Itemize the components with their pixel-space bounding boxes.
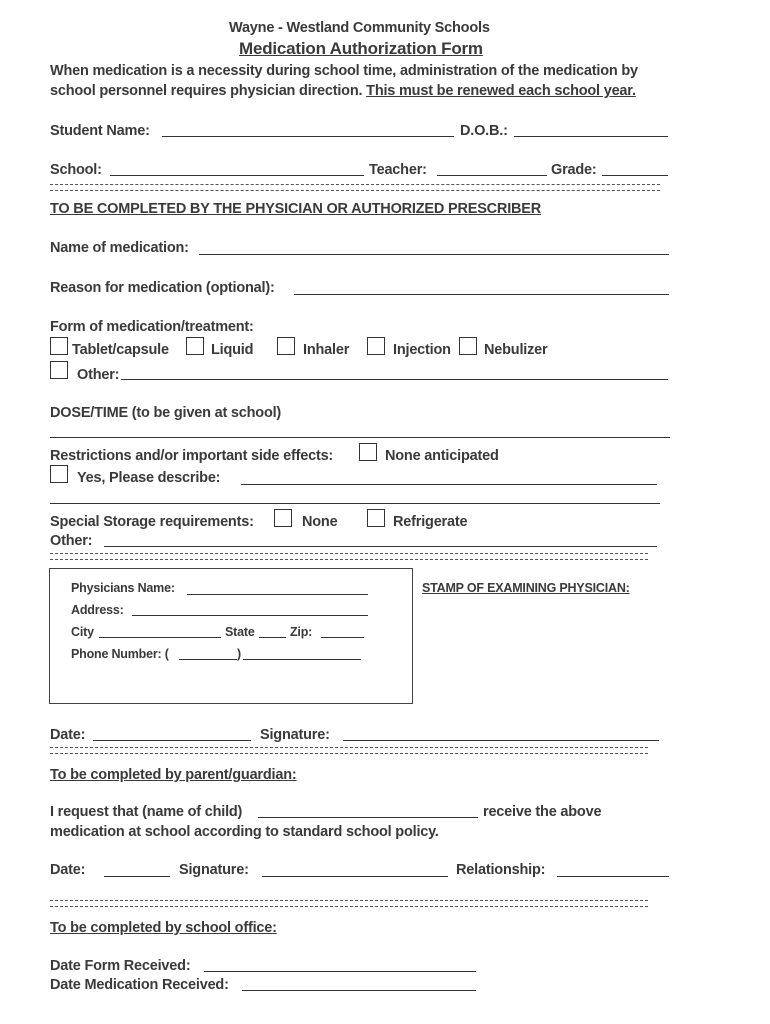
storage-other-field[interactable]: [104, 546, 657, 547]
form-title: Medication Authorization Form: [239, 39, 483, 58]
yes-describe-label: Yes, Please describe:: [77, 470, 221, 486]
dob-field[interactable]: [514, 136, 668, 137]
request-end-label: receive the above: [483, 804, 602, 820]
medication-name-field[interactable]: [199, 254, 669, 255]
other-form-checkbox[interactable]: [50, 361, 68, 379]
form-received-field[interactable]: [204, 971, 476, 972]
reason-label: Reason for medication (optional):: [50, 280, 275, 296]
none-anticipated-checkbox[interactable]: [359, 443, 377, 461]
grade-field[interactable]: [602, 175, 668, 176]
school-field[interactable]: [110, 175, 364, 176]
phone-close-paren: ): [237, 647, 241, 661]
parent-date-field[interactable]: [104, 876, 170, 877]
inhaler-label: Inhaler: [303, 342, 350, 358]
storage-label: Special Storage requirements:: [50, 514, 254, 530]
physician-section-heading: TO BE COMPLETED BY THE PHYSICIAN OR AUTHORIZED PRESCRIBER: [50, 201, 542, 217]
state-label: State: [225, 625, 255, 639]
form-label: Form of medication/treatment:: [50, 319, 254, 335]
tablet-capsule-checkbox[interactable]: [50, 337, 68, 355]
injection-checkbox[interactable]: [367, 337, 385, 355]
restrictions-label: Restrictions and/or important side effects:: [50, 448, 334, 464]
address-field[interactable]: [132, 615, 368, 616]
city-label: City: [71, 625, 94, 639]
city-field[interactable]: [99, 637, 221, 638]
zip-label: Zip:: [290, 625, 313, 639]
physician-signature-field[interactable]: [343, 740, 659, 741]
state-field[interactable]: [259, 637, 286, 638]
nebulizer-checkbox[interactable]: [459, 337, 477, 355]
teacher-label: Teacher:: [369, 162, 427, 178]
relationship-label: Relationship:: [456, 862, 546, 878]
renewal-notice: This must be renewed each school year.: [366, 83, 636, 99]
school-label: School:: [50, 162, 102, 178]
medication-received-field[interactable]: [242, 990, 476, 991]
section-divider: [50, 184, 660, 191]
liquid-label: Liquid: [211, 342, 254, 358]
student-name-field[interactable]: [162, 136, 454, 137]
teacher-field[interactable]: [437, 175, 547, 176]
storage-none-checkbox[interactable]: [274, 509, 292, 527]
other-form-field[interactable]: [121, 379, 668, 380]
medication-received-label: Date Medication Received:: [50, 977, 229, 993]
child-name-field[interactable]: [258, 817, 478, 818]
dose-time-field[interactable]: [50, 437, 670, 438]
grade-label: Grade:: [551, 162, 597, 178]
phone-label: Phone Number: (: [71, 647, 169, 661]
medication-name-label: Name of medication:: [50, 240, 189, 256]
phone-number-field[interactable]: [243, 659, 361, 660]
tablet-capsule-label: Tablet/capsule: [72, 342, 169, 358]
stamp-label: STAMP OF EXAMINING PHYSICIAN:: [422, 581, 630, 595]
section-divider: [50, 553, 648, 560]
physician-date-label: Date:: [50, 727, 86, 743]
nebulizer-label: Nebulizer: [484, 342, 548, 358]
form-received-label: Date Form Received:: [50, 958, 191, 974]
physician-date-field[interactable]: [93, 740, 251, 741]
parent-signature-field[interactable]: [262, 876, 448, 877]
side-effects-field[interactable]: [241, 484, 657, 485]
none-anticipated-label: None anticipated: [385, 448, 499, 464]
address-label: Address:: [71, 603, 124, 617]
other-form-label: Other:: [77, 367, 120, 383]
side-effects-field-2[interactable]: [50, 503, 660, 504]
intro-text: school personnel requires physician direction.: [50, 83, 363, 99]
physician-name-label: Physicians Name:: [71, 581, 175, 595]
student-name-label: Student Name:: [50, 123, 150, 139]
office-section-heading: To be completed by school office:: [50, 920, 277, 936]
refrigerate-label: Refrigerate: [393, 514, 468, 530]
intro-line-1: When medication is a necessity during school time, administration of the medication by: [50, 63, 638, 79]
physician-signature-label: Signature:: [260, 727, 330, 743]
yes-describe-checkbox[interactable]: [50, 465, 68, 483]
physician-name-field[interactable]: [187, 594, 368, 595]
refrigerate-checkbox[interactable]: [367, 509, 385, 527]
request-line-2: medication at school according to standard school policy.: [50, 824, 439, 840]
storage-none-label: None: [302, 514, 338, 530]
section-divider: [50, 747, 648, 754]
dob-label: D.O.B.:: [460, 123, 508, 139]
dose-time-label: DOSE/TIME (to be given at school): [50, 405, 282, 421]
reason-field[interactable]: [294, 294, 669, 295]
liquid-checkbox[interactable]: [186, 337, 204, 355]
zip-field[interactable]: [321, 637, 364, 638]
parent-date-label: Date:: [50, 862, 86, 878]
injection-label: Injection: [393, 342, 451, 358]
district-name: Wayne - Westland Community Schools: [229, 20, 490, 36]
inhaler-checkbox[interactable]: [277, 337, 295, 355]
intro-line-2: [50, 82, 636, 100]
storage-other-label: Other:: [50, 533, 93, 549]
phone-area-code-field[interactable]: [179, 659, 237, 660]
parent-signature-label: Signature:: [179, 862, 249, 878]
request-label: I request that (name of child): [50, 804, 243, 820]
section-divider: [50, 900, 648, 907]
parent-section-heading: To be completed by parent/guardian:: [50, 767, 297, 783]
relationship-field[interactable]: [557, 876, 669, 877]
